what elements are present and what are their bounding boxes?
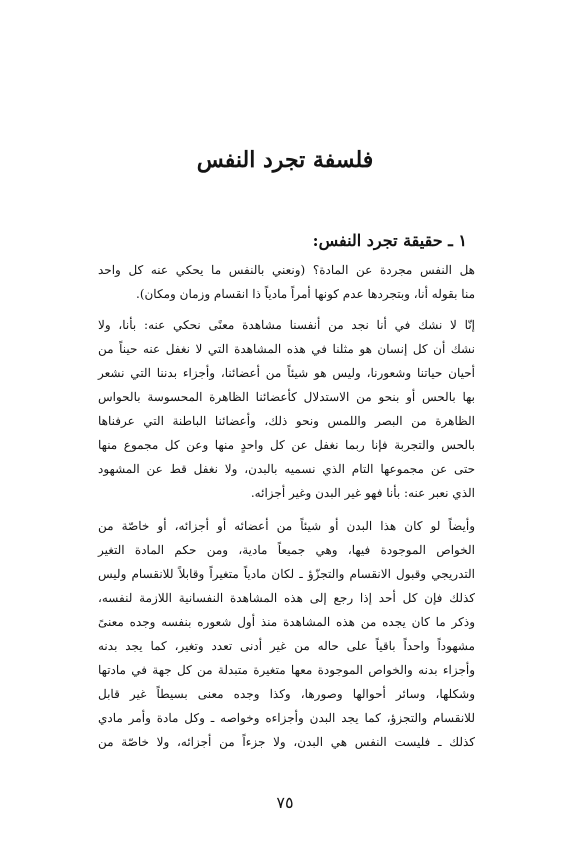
text-line: مشهوداً واحداً باقياً على حاله من غير أدنى تعدد وتغير، كما يجد بدنه xyxy=(98,639,475,653)
section-heading: ١ ـ حقيقة تجرد النفس: xyxy=(312,231,467,250)
text-line: بالحس والتجربة فإنا ربما نغفل عن كل واحدٍ منها وعن كل مجموع منها xyxy=(98,438,475,452)
paragraph-1 xyxy=(98,258,475,306)
text-line: الذي نعبر عنه: بأنا فهو غير البدن وغير أجزائه. xyxy=(250,486,475,500)
text-line: إنّا لا نشك في أنا نجد من أنفسنا مشاهدة معنًى نحكي عنه: بأنا، ولا xyxy=(98,318,475,332)
text-line: وشكلها، وسائر أحوالها وصورها، وكذا وجده معنى بسيطاً غير قابل xyxy=(98,687,475,701)
text-line: كذلك فإن كل أحد إذا رجع إلى هذه المشاهدة النفسانية اللازمة لنفسه، xyxy=(98,591,475,605)
page-number: ٧٥ xyxy=(276,793,294,812)
text-line: الظاهرة من البصر واللمس ونحو ذلك، وأعضائنا الباطنة التي عرفناها xyxy=(98,414,475,428)
text-line: الخواص الموجودة فيها، وهي جميعاً مادية، ومن حكم المادة التغير xyxy=(98,543,475,557)
paragraph-2 xyxy=(98,313,475,505)
text-line: وأجزاء بدنه والخواص الموجودة معها متغيرة متبدلة من كل جهة في مادتها xyxy=(98,663,475,677)
chapter-title: فلسفة تجرد النفس xyxy=(196,147,374,173)
text-line: كذلك ـ فليست النفس هي البدن، ولا جزءاً من أجزائه، ولا خاصّة من xyxy=(98,735,475,749)
text-line: وذكر ما كان يجده من هذه المشاهدة منذ أول شعوره بنفسه وجده معنىً xyxy=(98,615,475,629)
text-line: بها بالحس أو بنحو من الاستدلال كأعضائنا الظاهرة المحسوسة بالحواس xyxy=(98,390,475,404)
text-line: للانقسام والتجزؤ، كما يجد البدن وأجزاءه وخواصه ـ وكل مادة وأمر مادي xyxy=(98,711,475,725)
text-line: التدريجي وقبول الانقسام والتجزّؤ ـ لكان مادياً متغيراً وقابلاً للانقسام وليس xyxy=(98,567,475,581)
paragraph-3 xyxy=(98,514,475,754)
text-line: حتى عن مجموعها التام الذي نسميه بالبدن، ولا نغفل قط عن المشهود xyxy=(98,462,475,476)
text-line: وأيضاً لو كان هذا البدن أو شيئاً من أعضائه أو أجزائه، أو خاصّة من xyxy=(98,519,475,533)
text-line: منا بقوله أنا، وبتجردها عدم كونها أمراً مادياً ذا انقسام وزمان ومكان). xyxy=(136,287,475,301)
text-line: نشك أن كل إنسان هو مثلنا في هذه المشاهدة التي لا نغفل عنه حيناً من xyxy=(98,342,475,356)
text-line: هل النفس مجردة عن المادة؟ (ونعني بالنفس ما يحكي عنه كل واحد xyxy=(98,263,475,277)
text-line: أحيان حياتنا وشعورنا، وليس هو شيئاً من أعضائنا، وأجزاء بدننا التي نشعر xyxy=(98,366,475,380)
